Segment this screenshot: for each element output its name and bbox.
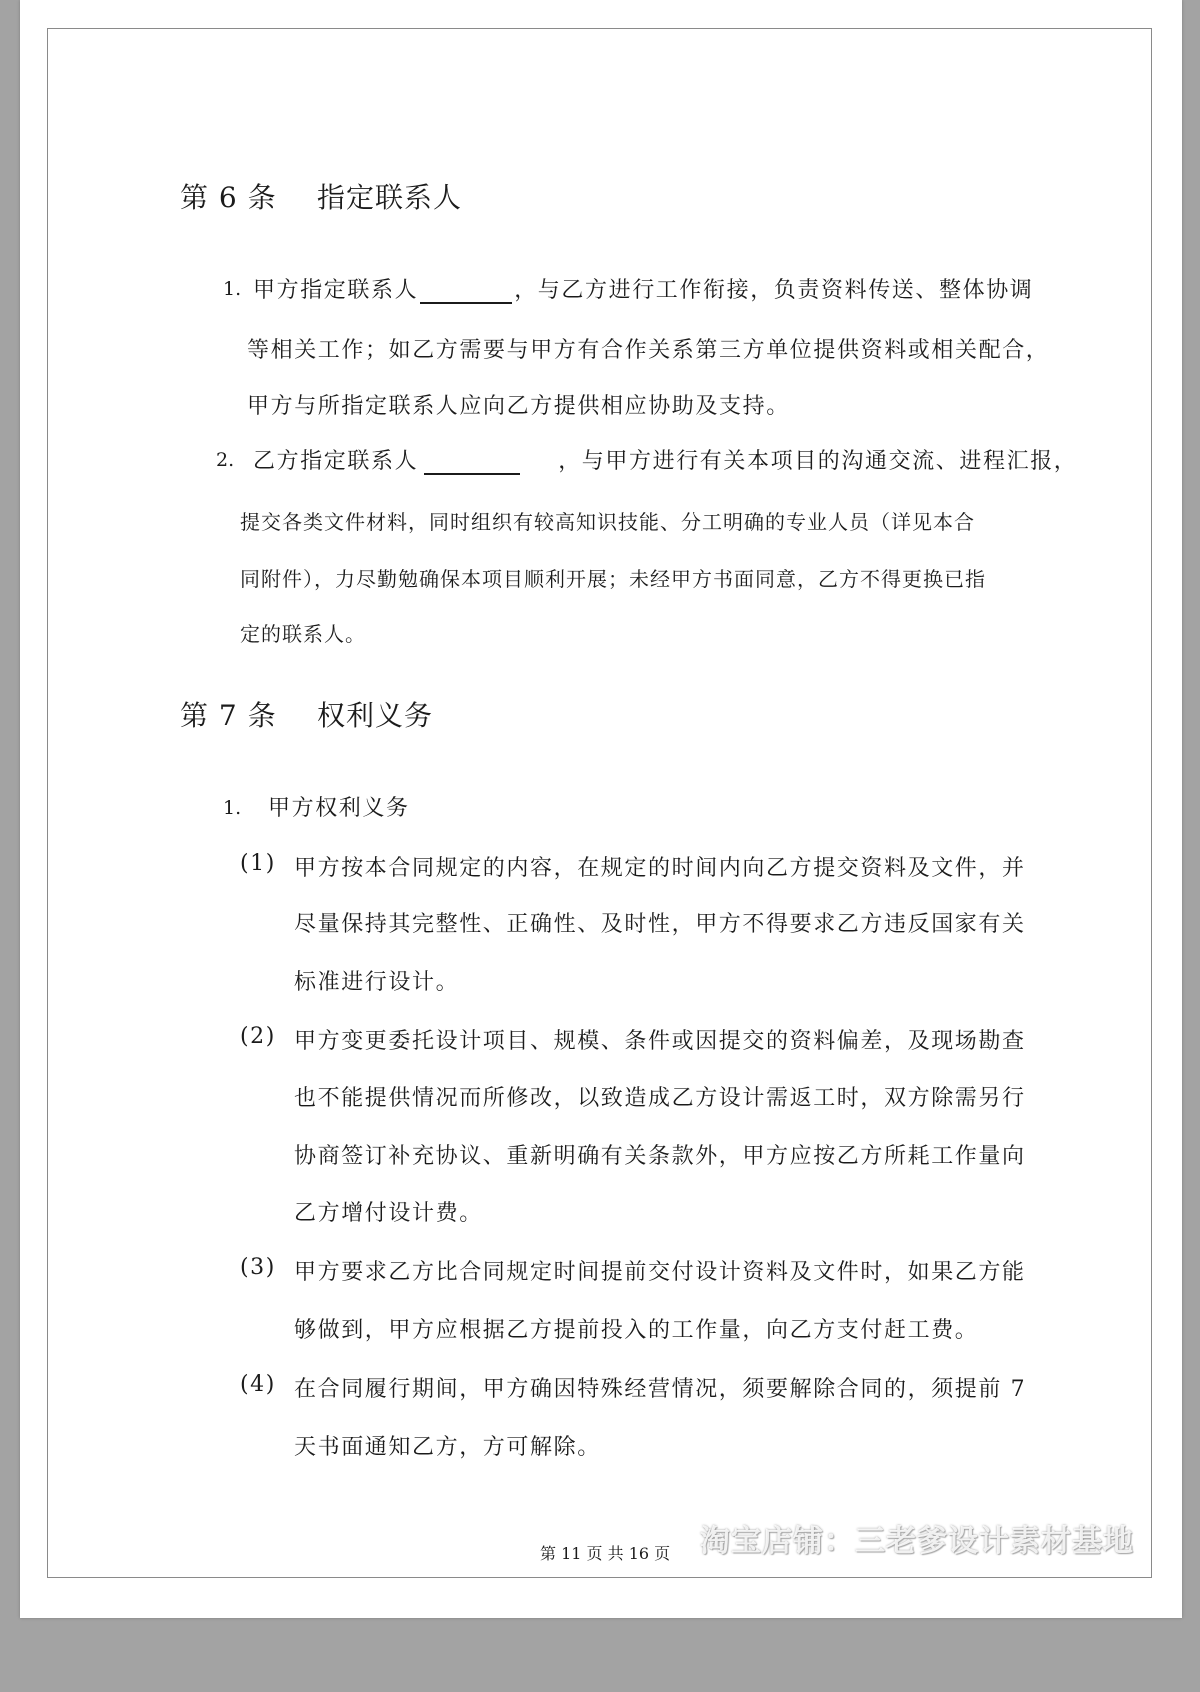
article-6-item-2-text-before: 乙方指定联系人 — [253, 449, 419, 474]
page-border — [47, 28, 1152, 1578]
clause-2-line-4: 乙方增付设计费。 — [294, 1201, 483, 1226]
clause-3-line-1: 甲方要求乙方比合同规定时间提前交付设计资料及文件时，如果乙方能 — [294, 1260, 1026, 1285]
clause-2-label: (2) — [240, 1024, 276, 1049]
clause-3-line-2: 够做到，甲方应根据乙方提前投入的工作量，向乙方支付赶工费。 — [294, 1318, 979, 1343]
article-6-number: 第 6 条 — [180, 181, 277, 214]
clause-1-line-3: 标准进行设计。 — [294, 970, 460, 995]
article-6-item-1-label: 1. — [223, 278, 242, 300]
store-watermark: 淘宝店铺：三老爹设计素材基地 — [700, 1524, 1134, 1559]
clause-3-label: (3) — [240, 1255, 276, 1280]
article-6-item-1-text-after: ，与乙方进行工作衔接，负责资料传送、整体协调 — [514, 278, 1034, 303]
clause-1-line-1: 甲方按本合同规定的内容，在规定的时间内向乙方提交资料及文件，并 — [294, 856, 1026, 881]
article-6-item-1-line-1 — [253, 273, 1033, 304]
article-6-item-2-label: 2. — [216, 449, 235, 471]
article-6-title: 指定联系人 — [317, 181, 463, 214]
clause-2-line-3: 协商签订补充协议、重新明确有关条款外，甲方应按乙方所耗工作量向 — [294, 1144, 1026, 1169]
clause-2-line-2: 也不能提供情况而所修改，以致造成乙方设计需返工时，双方除需另行 — [294, 1086, 1026, 1111]
clause-1-line-2: 尽量保持其完整性、正确性、及时性，甲方不得要求乙方违反国家有关 — [294, 912, 1026, 937]
article-6-item-2-text-after: ，与甲方进行有关本项目的沟通交流、进程汇报， — [558, 449, 1078, 474]
article-7-section-1-title: 甲方权利义务 — [268, 796, 410, 821]
article-7-title: 权利义务 — [317, 699, 434, 732]
article-6-item-1-text-before: 甲方指定联系人 — [253, 278, 419, 303]
article-6-item-1-line-3: 甲方与所指定联系人应向乙方提供相应协助及支持。 — [247, 394, 790, 419]
article-6-item-1-line-2: 等相关工作；如乙方需要与甲方有合作关系第三方单位提供资料或相关配合， — [247, 338, 1050, 363]
document-page — [20, 0, 1182, 1618]
article-6-item-2-line-3: 同附件），力尽勤勉确保本项目顺利开展；未经甲方书面同意，乙方不得更换已指 — [240, 567, 986, 591]
article-6-item-2-line-2: 提交各类文件材料，同时组织有较高知识技能、分工明确的专业人员（详见本合 — [240, 510, 975, 534]
contact-blank-party-a — [420, 276, 512, 304]
article-7-number: 第 7 条 — [180, 699, 277, 732]
clause-4-line-1: 在合同履行期间，甲方确因特殊经营情况，须要解除合同的，须提前 7 — [294, 1377, 1027, 1402]
article-6-item-2-line-1 — [253, 444, 1077, 475]
article-7-section-1-label: 1. — [223, 797, 242, 819]
clause-1-label: (1) — [240, 851, 276, 876]
page-number-footer: 第 11 页 共 16 页 — [540, 1544, 671, 1563]
contact-blank-party-b — [424, 447, 520, 475]
clause-4-line-2: 天书面通知乙方，方可解除。 — [294, 1435, 601, 1460]
clause-4-label: (4) — [240, 1372, 276, 1397]
article-6-item-2-line-4: 定的联系人。 — [240, 622, 366, 646]
clause-2-line-1: 甲方变更委托设计项目、规模、条件或因提交的资料偏差，及现场勘查 — [294, 1029, 1026, 1054]
